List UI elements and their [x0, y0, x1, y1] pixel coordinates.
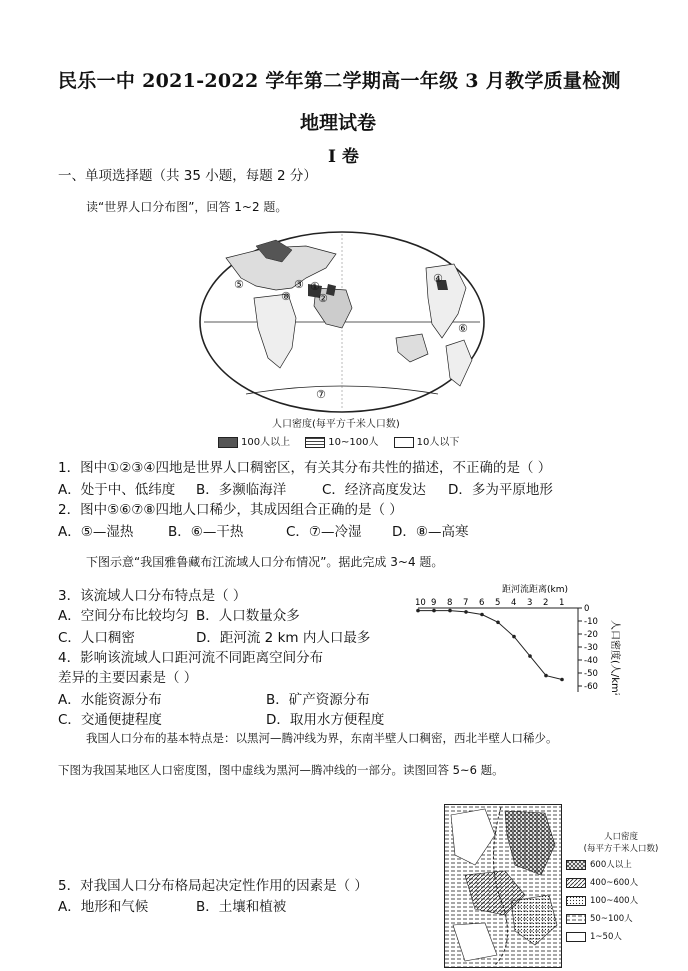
y-tick-label: 0	[584, 604, 590, 614]
map-caption: 人口密度(每平方千米人口数)	[272, 419, 400, 430]
x-tick-label: 2	[543, 598, 549, 608]
marker-5: ⑤	[234, 278, 244, 291]
chart-title: 距河流距离(km)	[502, 585, 569, 595]
q5-stem: 5．对我国人口分布格局起决定性作用的因素是（ ）	[58, 878, 368, 894]
region-legend-item-3	[566, 894, 676, 906]
data-point	[448, 609, 452, 613]
intro-1-2: 读“世界人口分布图”，回答 1~2 题。	[86, 200, 288, 214]
q4-option-d: D．取用水方便程度	[266, 712, 385, 728]
map-legend	[218, 433, 459, 448]
region-legend-item-5	[566, 930, 676, 942]
y-tick-label: -30	[584, 643, 598, 653]
chart-y-label: 人口密度(人/km²)	[609, 620, 620, 695]
marker-3: ③	[294, 278, 304, 291]
q2-option-b: B．⑥—干热	[168, 524, 244, 540]
region-legend	[566, 830, 676, 948]
legend-swatch-high	[218, 437, 238, 448]
q2-option-a: A．⑤—湿热	[58, 524, 134, 540]
section-heading: 一、单项选择题（共 35 小题，每题 2 分）	[58, 168, 317, 184]
region-swatch-3	[566, 896, 586, 906]
china-region-density-map	[444, 804, 562, 968]
x-tick-label: 9	[431, 598, 437, 608]
region-legend-subtitle: (每平方千米人口数)	[583, 844, 659, 854]
x-tick-label: 3	[527, 598, 533, 608]
region-legend-label-2: 400~600人	[590, 878, 639, 888]
marker-7: ⑦	[316, 388, 326, 401]
legend-swatch-mid	[305, 437, 325, 448]
region-legend-item-1	[566, 858, 676, 870]
region-legend-label-5: 1~50人	[590, 932, 622, 942]
intro-5-6: 下图为我国某地区人口密度图，图中虚线为黑河—腾冲线的一部分。读图回答 5~6 题。	[58, 763, 504, 777]
q2-option-d: D．⑧—高寒	[392, 524, 469, 540]
x-tick-label: 4	[511, 598, 517, 608]
subject-title: 地理试卷	[300, 112, 377, 134]
q3-option-d: D．距河流 2 km 内人口最多	[196, 630, 371, 646]
x-tick-label: 5	[495, 598, 501, 608]
legend-mid: 10~100人	[328, 437, 379, 448]
data-point	[464, 610, 468, 614]
marker-6: ⑥	[458, 322, 468, 335]
x-tick-label: 10	[415, 598, 426, 608]
legend-low: 10人以下	[416, 437, 460, 448]
marker-4: ④	[433, 272, 443, 285]
marker-8: ⑧	[281, 290, 291, 303]
q4-option-c: C．交通便捷程度	[58, 712, 162, 728]
q3-option-a: A．空间分布比较均匀	[58, 608, 189, 624]
region-legend-item-2	[566, 876, 676, 888]
region-legend-label-1: 600人以上	[590, 860, 632, 870]
river-distance-chart	[412, 580, 644, 695]
q4-option-a: A．水能资源分布	[58, 692, 162, 708]
q5-option-a: A．地形和气候	[58, 899, 149, 915]
x-tick-label: 7	[463, 598, 469, 608]
region-legend-label-4: 50~100人	[590, 914, 633, 924]
q1-option-c: C．经济高度发达	[322, 482, 426, 498]
chart-svg	[412, 580, 644, 695]
q5-option-b: B．土壤和植被	[196, 899, 287, 915]
q3-option-b: B．人口数量众多	[196, 608, 300, 624]
q3-option-c: C．人口稠密	[58, 630, 135, 646]
y-tick-label: -50	[584, 669, 598, 679]
legend-swatch-low	[394, 437, 414, 448]
q2-stem: 2．图中⑤⑥⑦⑧四地人口稀少，其成因组合正确的是（ ）	[58, 502, 403, 518]
q4-stem-line1: 4．影响该流域人口距河流不同距离空间分布	[58, 650, 324, 666]
data-point	[512, 635, 516, 639]
intro-basic-feature: 我国人口分布的基本特点是：以黑河—腾冲线为界，东南半壁人口稠密，西北半壁人口稀少。	[86, 731, 558, 745]
region-legend-label-3: 100~400人	[590, 896, 639, 906]
q1-option-b: B．多濒临海洋	[196, 482, 287, 498]
x-tick-label: 1	[559, 598, 565, 608]
marker-2: ②	[318, 292, 328, 305]
region-swatch-5	[566, 932, 586, 942]
world-population-map	[196, 228, 488, 416]
y-tick-label: -10	[584, 617, 598, 627]
q2-option-c: C．⑦—冷湿	[286, 524, 362, 540]
series-line	[418, 611, 562, 680]
q3-stem: 3．该流域人口分布特点是（ ）	[58, 588, 247, 604]
data-point	[528, 654, 532, 658]
q4-stem-line2: 差异的主要因素是（ ）	[58, 670, 198, 686]
region-swatch-2	[566, 878, 586, 888]
q1-stem: 1．图中①②③④四地是世界人口稠密区，有关其分布共性的描述，不正确的是（ ）	[58, 460, 552, 476]
region-swatch-4	[566, 914, 586, 924]
volume-title: I 卷	[328, 147, 359, 167]
y-tick-label: -60	[584, 682, 598, 692]
q1-option-a: A．处于中、低纬度	[58, 482, 176, 498]
data-point	[480, 613, 484, 617]
data-point	[560, 678, 564, 682]
data-point	[496, 621, 500, 625]
q4-option-b: B．矿产资源分布	[266, 692, 370, 708]
exam-title: 民乐一中 2021-2022 学年第二学期高一年级 3 月教学质量检测	[58, 70, 621, 92]
intro-3-4: 下图示意“我国雅鲁藏布江流域人口分布情况”。据此完成 3~4 题。	[86, 555, 444, 569]
region-legend-item-4	[566, 912, 676, 924]
legend-high: 100人以上	[241, 437, 291, 448]
region-swatch-1	[566, 860, 586, 870]
marker-1: ①	[310, 280, 320, 293]
y-tick-label: -40	[584, 656, 598, 666]
q1-option-d: D．多为平原地形	[448, 482, 553, 498]
region-legend-title: 人口密度	[603, 832, 638, 842]
data-point	[544, 674, 548, 678]
x-tick-label: 6	[479, 598, 485, 608]
y-tick-label: -20	[584, 630, 598, 640]
x-tick-label: 8	[447, 598, 453, 608]
data-point	[432, 609, 436, 613]
data-point	[416, 609, 420, 613]
